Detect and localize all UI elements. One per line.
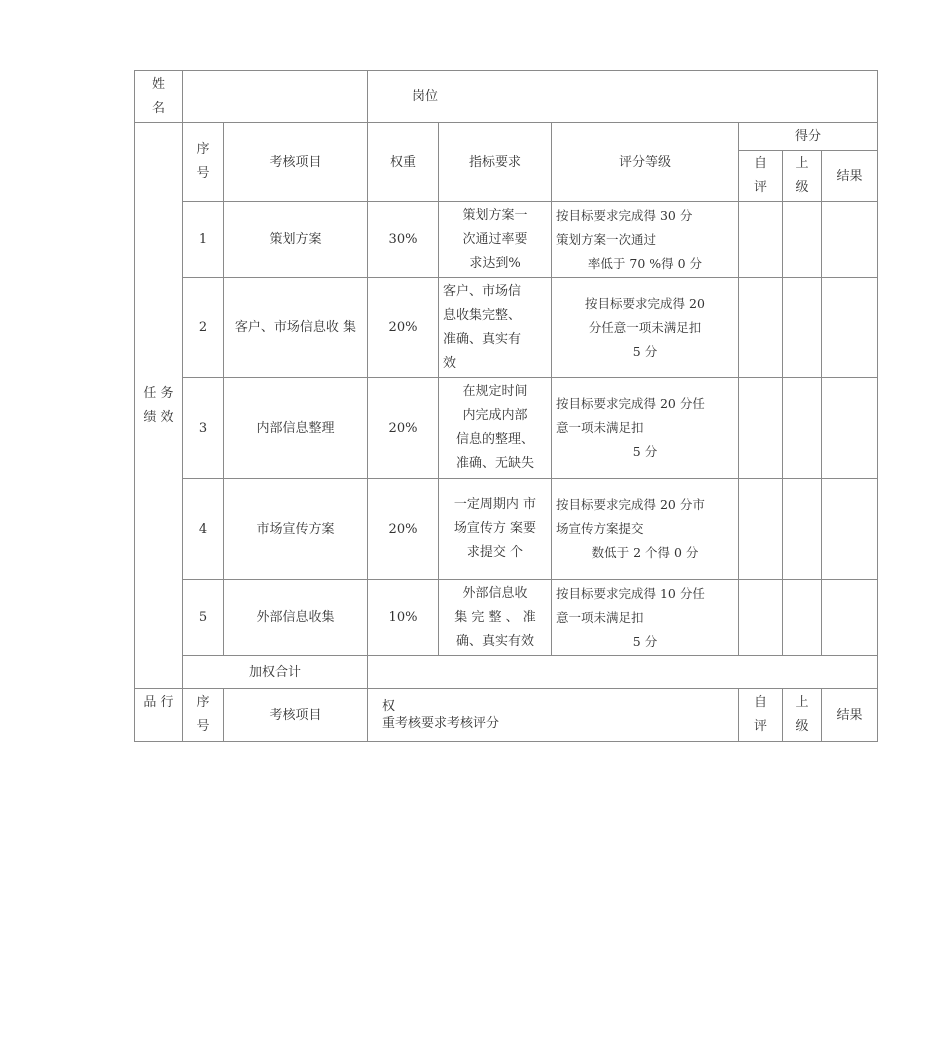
row-grade: 按目标要求完成得 30 分 策划方案一次通过 率低于 70 %得 0 分 <box>552 202 739 278</box>
row-weight: 20% <box>368 378 439 479</box>
row-seq: 4 <box>183 479 224 580</box>
col-indicator-header: 指标要求 <box>439 123 552 202</box>
header-row <box>135 71 878 123</box>
assessment-form-table <box>134 70 878 742</box>
conduct-col-weight-header: 权 重考核要求考核评分 <box>368 689 739 742</box>
task-performance-label: 任 务 绩 效 <box>135 123 183 689</box>
col-score-header: 得分 <box>739 123 878 151</box>
task-header-row-1 <box>135 123 878 151</box>
row-seq: 3 <box>183 378 224 479</box>
name-label-cell: 姓 名 <box>135 71 183 123</box>
row-seq: 2 <box>183 278 224 378</box>
col-superior-header: 上 级 <box>783 151 822 202</box>
row-result[interactable] <box>822 580 878 656</box>
row-grade: 按目标要求完成得 20 分任 意一项未满足扣 5 分 <box>552 378 739 479</box>
col-grade-header: 评分等级 <box>552 123 739 202</box>
table-row <box>135 580 878 656</box>
row-seq: 5 <box>183 580 224 656</box>
col-self-header: 自 评 <box>739 151 783 202</box>
col-item-header: 考核项目 <box>224 123 368 202</box>
col-result-header: 结果 <box>822 151 878 202</box>
name-value-cell[interactable] <box>183 71 368 123</box>
row-result[interactable] <box>822 479 878 580</box>
row-indicator: 策划方案一 次通过率要 求达到% <box>439 202 552 278</box>
row-superior-score[interactable] <box>783 479 822 580</box>
post-label: 岗位 <box>412 89 439 104</box>
weighted-total-label: 加权合计 <box>183 656 368 689</box>
conduct-col-self-header: 自 评 <box>739 689 783 742</box>
row-superior-score[interactable] <box>783 278 822 378</box>
table-row <box>135 378 878 479</box>
conduct-header-row <box>135 689 878 742</box>
row-grade: 按目标要求完成得 20 分任意一项未满足扣 5 分 <box>552 278 739 378</box>
row-item: 客户、市场信息收 集 <box>224 278 368 378</box>
row-item: 外部信息收集 <box>224 580 368 656</box>
row-self-score[interactable] <box>739 580 783 656</box>
table-row <box>135 479 878 580</box>
table-row <box>135 202 878 278</box>
row-item: 市场宣传方案 <box>224 479 368 580</box>
row-superior-score[interactable] <box>783 378 822 479</box>
weighted-total-row <box>135 656 878 689</box>
row-self-score[interactable] <box>739 278 783 378</box>
post-cell <box>368 71 878 123</box>
row-weight: 30% <box>368 202 439 278</box>
row-self-score[interactable] <box>739 378 783 479</box>
col-weight-header: 权重 <box>368 123 439 202</box>
row-item: 内部信息整理 <box>224 378 368 479</box>
row-seq: 1 <box>183 202 224 278</box>
weighted-total-value[interactable] <box>368 656 878 689</box>
conduct-col-superior-header: 上 级 <box>783 689 822 742</box>
conduct-col-result-header: 结果 <box>822 689 878 742</box>
row-self-score[interactable] <box>739 202 783 278</box>
row-indicator: 在规定时间 内完成内部 信息的整理、 准确、无缺失 <box>439 378 552 479</box>
row-weight: 20% <box>368 278 439 378</box>
conduct-label: 品 行 <box>135 689 183 742</box>
row-result[interactable] <box>822 202 878 278</box>
row-indicator: 外部信息收 集 完 整 、 准 确、真实有效 <box>439 580 552 656</box>
row-superior-score[interactable] <box>783 202 822 278</box>
row-grade: 按目标要求完成得 10 分任 意一项未满足扣 5 分 <box>552 580 739 656</box>
row-result[interactable] <box>822 278 878 378</box>
row-result[interactable] <box>822 378 878 479</box>
row-self-score[interactable] <box>739 479 783 580</box>
row-weight: 10% <box>368 580 439 656</box>
row-weight: 20% <box>368 479 439 580</box>
row-indicator: 一定周期内 市 场宣传方 案要 求提交 个 <box>439 479 552 580</box>
row-grade: 按目标要求完成得 20 分市 场宣传方案提交 数低于 2 个得 0 分 <box>552 479 739 580</box>
col-seq-header: 序 号 <box>183 123 224 202</box>
row-superior-score[interactable] <box>783 580 822 656</box>
row-item: 策划方案 <box>224 202 368 278</box>
row-indicator: 客户、市场信 息收集完整、 准确、真实有 效 <box>439 278 552 378</box>
table-row <box>135 278 878 378</box>
conduct-col-seq-header: 序 号 <box>183 689 224 742</box>
conduct-col-item-header: 考核项目 <box>224 689 368 742</box>
